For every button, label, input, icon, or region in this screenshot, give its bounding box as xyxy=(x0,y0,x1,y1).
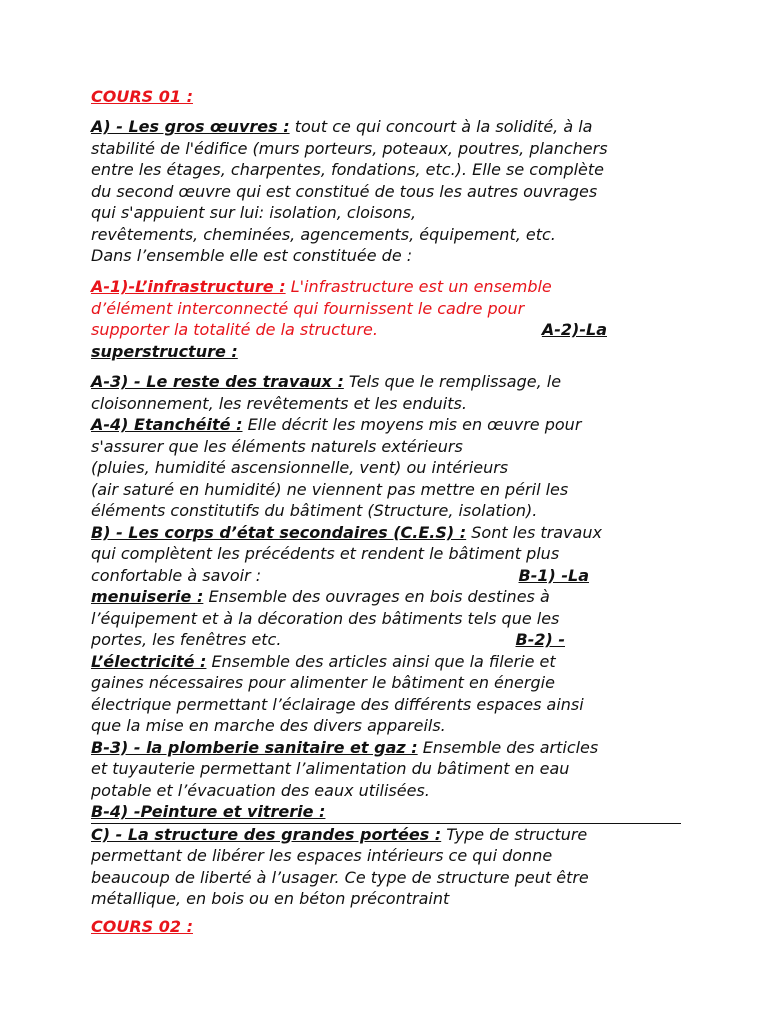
section-c-heading: C) - La structure des grandes portées : xyxy=(91,824,442,844)
section-a: A) - Les gros œuvres : tout ce qui concourt à la solidité, à la stabilité de l'édifice (murs porteurs, poteaux, poutres, planchers entre les étages, charpentes, fondations, etc.). Elle se complète du second œuvre qui est constitué de tous les autres ouvrages qui s'appuient sur lui: isolation, cloisons, revêtements, cheminées, agencements, équipement, etc. Dans l’ensemble elle est constituée de : xyxy=(91,117,608,265)
section-b2-heading-part2: L’électricité : xyxy=(91,651,207,671)
cours-01-heading: COURS 01 : xyxy=(91,87,193,106)
cours-02-heading: COURS 02 : xyxy=(91,917,193,936)
section-a2-heading-part2: superstructure : xyxy=(91,341,238,361)
section-a-heading: A) - Les gros œuvres : xyxy=(91,117,290,136)
section-a4-heading: A-4) Etanchéité : xyxy=(91,415,243,434)
section-a2-heading-part1: A-2)-La xyxy=(541,320,607,339)
section-b2-heading-part1: B-2) - xyxy=(515,630,565,649)
section-a1: A-1)-L’infrastructure : L'infrastructure est un ensemble d’élément interconnecté qui fournissent le cadre pour supporter la totalité de la structure. A-2)-La superstructure : xyxy=(91,277,607,361)
section-b4-heading: B-4) -Peinture et vitrerie : xyxy=(91,802,326,821)
section-a1-heading: A-1)-L’infrastructure : xyxy=(91,277,286,296)
section-b1-heading-part1: B-1) -La xyxy=(518,565,589,585)
section-a3-to-c: A-3) - Le reste des travaux : Tels que le remplissage, le cloisonnement, les revêtements et les enduits. A-4) Etanchéité : Elle décrit les moyens mis en œuvre pour s'assurer que les éléments naturels extérieurs (pluies, humidité ascensionnelle, vent) ou intérieurs (air saturé en humidité) ne viennent pas mettre en péril les éléments constitutifs du bâtiment (Structure, isolation). B) - Les corps d’état secondaires (C.E.S) : Sont les travaux qui complètent les précédents et rendent le bâtiment plus confortable à savoir : B-1) -La menuiserie : Ensemble des ouvrages en bois destines à l’équipement et à la décoration des bâtiments tels que les portes, les fenêtres etc. B-2) - L’électricité : Ensemble des articles ainsi que la filerie et gaines nécessaires pour alimenter le bâtiment en énergie électrique permettant l’éclairage des différents espaces ainsi que la mise en marche des divers appareils. B-3) - la plomberie sanitaire et gaz : Ensemble des articles et tuyauterie permettant l’alimentation du bâtiment en eau potable et l’évacuation des eaux utilisées. B-4) -Peinture et vitrerie : C) - La structure des grandes portées : Type de structure permettant de libérer les espaces intérieurs ce qui donne beaucoup de liberté à l’usager. Ce type de structure peut être métallique, en bois ou en béton précontraint xyxy=(91,371,681,910)
section-a3-heading: A-3) - Le reste des travaux : xyxy=(91,372,344,391)
section-b1-heading-part2: menuiserie : xyxy=(91,587,204,606)
section-b3-heading: B-3) - la plomberie sanitaire et gaz : xyxy=(91,737,418,757)
section-b-heading: B) - Les corps d’état secondaires (C.E.S) : xyxy=(91,522,467,542)
